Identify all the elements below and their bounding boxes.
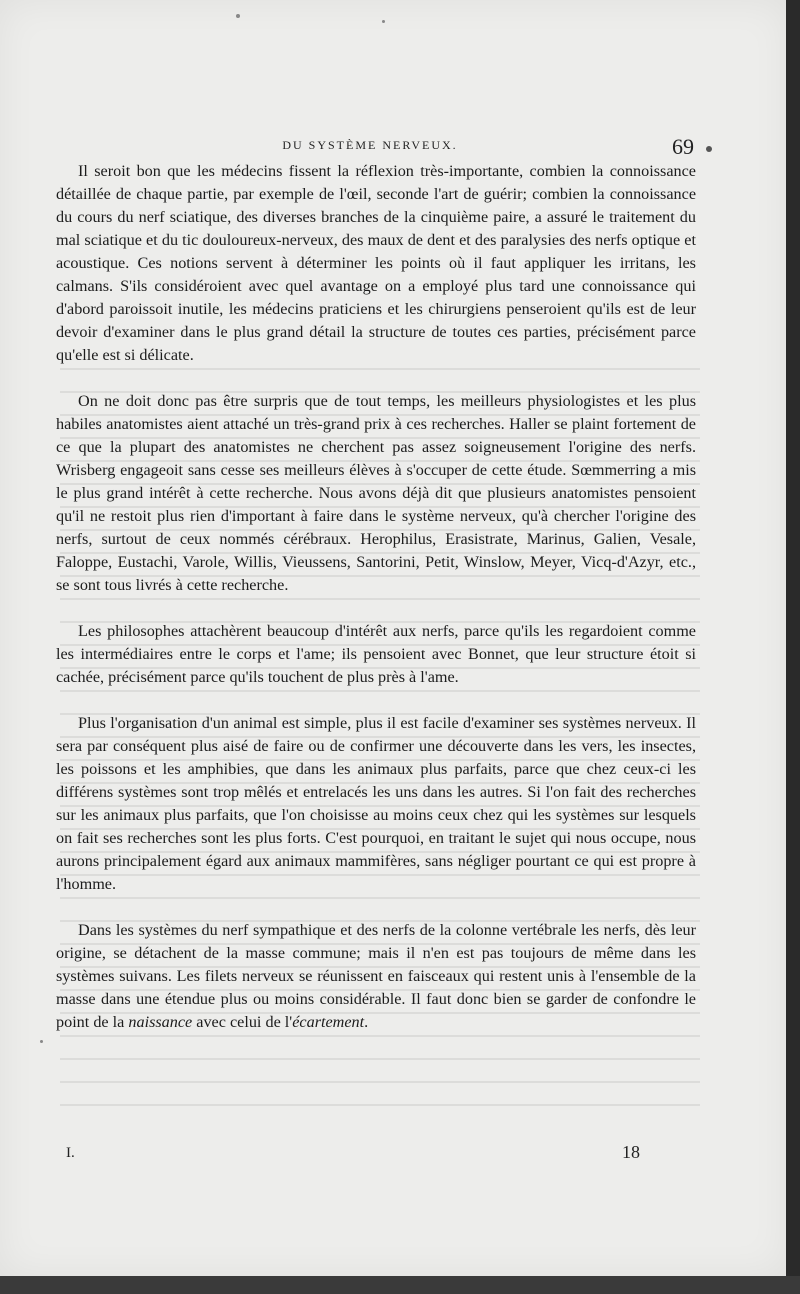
page-spine-shadow — [786, 0, 800, 1294]
italic-term: écartement — [292, 1013, 365, 1031]
running-title: DU SYSTÈME NERVEUX. — [282, 138, 458, 152]
body-text — [56, 160, 696, 1034]
paper-speck — [236, 14, 240, 18]
italic-term: naissance — [128, 1013, 193, 1031]
page-number: 69 — [672, 134, 694, 159]
paragraph: On ne doit donc pas être surpris que de tout temps, les meilleurs physiologistes et les plus habiles anatomistes aient attaché un très-grand prix à ces recherches. Haller se plaint fortement de ce que la plupart des anatomistes ne cherchent pas assez soigneusement l'origine des nerfs. Wrisberg engageoit sans cesse ses meilleurs élèves à s'occuper de cette étude. Sœmmerring a mis le plus grand intérêt à cette recherche. Nous avons déjà dit que plusieurs anatomistes pensoient qu'il ne restoit plus rien d'important à faire dans le système nerveux, qu'à chercher l'origine des nerfs, surtout de ceux nommés cérébraux. Herophilus, Erasistrate, Marinus, Galien, Vesale, Faloppe, Eustachi, Varole, Willis, Vieussens, Santorini, Petit, Winslow, Meyer, Vicq-d'Azyr, etc., se sont tous livrés à cette recherche. — [56, 392, 696, 594]
paper-speck — [382, 20, 385, 23]
paragraph-text: Dans les systèmes du nerf sympathique et des nerfs de la colonne vertébrale les nerfs, dès leur origine, se détachent de la masse commune; mais il n'en est pas toujours de même dans les systèmes suivans. Les filets nerveux se réunissent en faisceaux qui restent unis à l'ensemble de la masse dans une étendue plus ou moins considérable. Il faut donc bien se garder de confondre le point de la — [56, 921, 696, 1031]
paper-speck — [40, 1040, 43, 1043]
paper-speck — [706, 146, 712, 152]
page-bottom-edge — [0, 1276, 800, 1294]
signature-mark: I. — [66, 1145, 75, 1161]
paragraph-text: avec celui de l' — [192, 1013, 293, 1031]
paragraph-text: . — [364, 1013, 369, 1031]
paragraph: Il seroit bon que les médecins fissent la réflexion très-importante, combien la connoissance détaillée de chaque partie, par exemple de l'œil, seconde l'art de guérir; combien la connoissance du cours du nerf sciatique, des diverses branches de la cinquième paire, a assuré le traitement du mal sciatique et du tic douloureux-nerveux, des maux de dent et des paralysies des nerfs optique et acoustique. Ces notions servent à déterminer les points où il faut appliquer les irritans, les calmans. S'ils considéroient avec quel avantage on a employé plus tard une connoissance qui d'abord paroissoit inutile, les médecins praticiens et les chirurgiens penseroient qu'ils est de leur devoir d'examiner dans le plus grand détail la structure de toutes ces parties, précisément parce qu'elle est si délicate. — [56, 162, 696, 364]
paragraph: Plus l'organisation d'un animal est simple, plus il est facile d'examiner ses systèmes nerveux. Il sera par conséquent plus aisé de faire ou de confirmer une découverte dans les vers, les insectes, les poissons et les amphibies, que dans les animaux plus parfaits, parce que chez ceux-ci les différens systèmes sont trop mêlés et entrelacés les uns dans les autres. Si l'on fait des recherches sur les animaux plus parfaits, que l'on choisisse au moins ceux chez qui les systèmes sur lesquels on fait ses recherches sont les plus forts. C'est pourquoi, en traitant le sujet qui nous occupe, nous aurons principalement égard aux animaux mammifères, sans négliger pourtant ce qui est propre à l'homme. — [56, 714, 696, 893]
paragraph — [56, 919, 696, 1034]
paragraph: Les philosophes attachèrent beaucoup d'intérêt aux nerfs, parce qu'ils les regardoient comme les intermédiaires entre le corps et l'ame; ils pensoient avec Bonnet, que leur structure étoit si cachée, précisément parce qu'ils touchent de plus près à l'ame. — [56, 622, 696, 686]
gathering-number: 18 — [622, 1142, 640, 1162]
